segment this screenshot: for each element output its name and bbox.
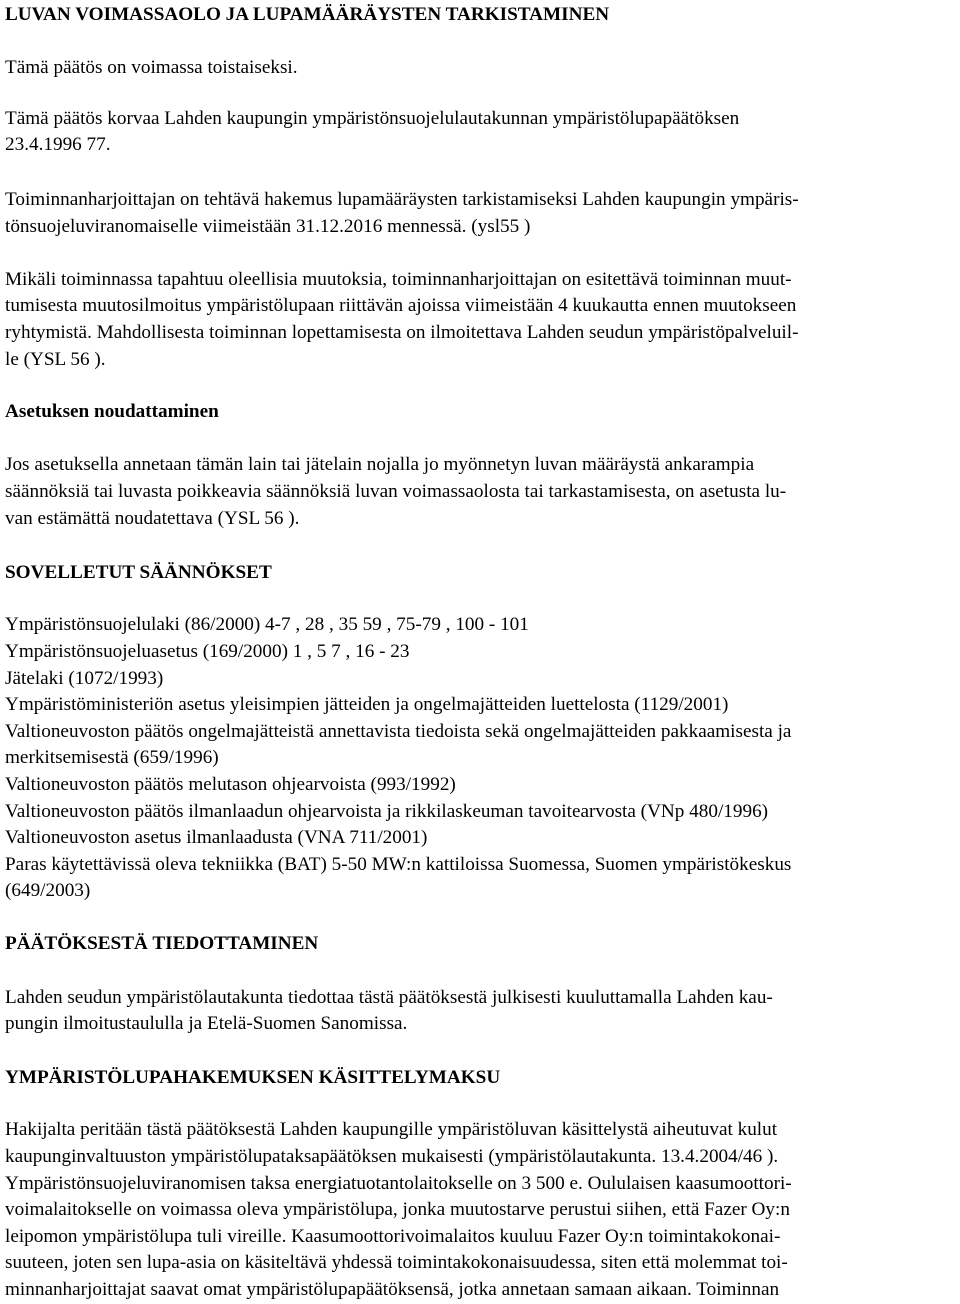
regulation-line: Ympäristönsuojeluasetus (169/2000) 1 , 5 7 , 16 - 23: [5, 641, 410, 662]
paragraph-line: Jos asetuksella annetaan tämän lain tai jätelain nojalla jo myönnetyn luvan määräystä ankarampia: [5, 454, 755, 475]
paragraph-line: Lahden seudun ympäristölautakunta tiedottaa tästä päätöksestä julkisesti kuuluttamalla Lahden kau-: [5, 987, 773, 1008]
paragraph-line: suuteen, joten sen lupa-asia on käsiteltävä yhdessä toimintakokonaisuudessa, siten että molemmat toi-: [5, 1252, 788, 1273]
paragraph-line: 23.4.1996 77.: [5, 134, 111, 155]
paragraph-line: pungin ilmoitustaululla ja Etelä-Suomen Sanomissa.: [5, 1013, 408, 1034]
paragraph-line: voimalaitokselle on voimassa oleva ympäristölupa, jonka muutostarve perustui siihen, että Fazer Oy:n: [5, 1199, 790, 1220]
paragraph-line: leipomon ympäristölupa tuli vireille. Kaasumoottorivoimalaitos kuuluu Fazer Oy:n toimintakokonai-: [5, 1226, 781, 1247]
regulation-line: Valtioneuvoston päätös melutason ohjearvoista (993/1992): [5, 774, 456, 795]
paragraph-line: säännöksiä tai luvasta poikkeavia säännöksiä luvan voimassaolosta tai tarkastamisesta, on asetusta lu-: [5, 481, 787, 502]
paragraph-line: van estämättä noudatettava (YSL 56 ).: [5, 508, 300, 529]
paragraph-line: le (YSL 56 ).: [5, 349, 106, 370]
section-heading-fee: YMPÄRISTÖLUPAHAKEMUKSEN KÄSITTELYMAKSU: [5, 1067, 501, 1088]
paragraph-line: ryhtymistä. Mahdollisesta toiminnan lopettamisesta on ilmoitettava Lahden seudun ympäristöpalveluil-: [5, 322, 799, 343]
paragraph-line: kaupunginvaltuuston ympäristölupataksapäätöksen mukaisesti (ympäristölautakunta. 13.4.2004/46 ).: [5, 1146, 779, 1167]
paragraph-line: minnanharjoittajat saavat omat ympäristölupapäätöksensä, jotka annetaan samaan aikaan. Toiminnan: [5, 1279, 780, 1300]
paragraph-line: tumisesta muutosilmoitus ympäristölupaan riittävän ajoissa viimeistään 4 kuukautta ennen muutokseen: [5, 295, 797, 316]
section-heading-regulations: SOVELLETUT SÄÄNNÖKSET: [5, 562, 272, 583]
regulation-line: Ympäristönsuojelulaki (86/2000) 4-7 , 28 , 35 59 , 75-79 , 100 - 101: [5, 614, 529, 635]
paragraph-line: Tämä päätös on voimassa toistaiseksi.: [5, 57, 298, 78]
regulation-line: Ympäristöministeriön asetus yleisimpien jätteiden ja ongelmajätteiden luettelosta (1129/2001): [5, 694, 729, 715]
paragraph-line: Toiminnanharjoittajan on tehtävä hakemus lupamääräysten tarkistamiseksi Lahden kaupungin ympäris-: [5, 189, 799, 210]
paragraph-line: tönsuojeluviranomaiselle viimeistään 31.12.2016 mennessä. (ysl55 ): [5, 216, 531, 237]
regulation-line: Valtioneuvoston asetus ilmanlaadusta (VNA 711/2001): [5, 827, 428, 848]
section-heading-compliance: Asetuksen noudattaminen: [5, 401, 219, 422]
regulation-line: Valtioneuvoston päätös ilmanlaadun ohjearvoista ja rikkilaskeuman tavoitearvosta (VNp 480/1996): [5, 801, 769, 822]
section-heading-validity: LUVAN VOIMASSAOLO JA LUPAMÄÄRÄYSTEN TARKISTAMINEN: [5, 4, 610, 25]
regulation-line: Valtioneuvoston päätös ongelmajätteistä annettavista tiedoista sekä ongelmajätteiden pakkaamisesta ja: [5, 721, 792, 742]
regulation-line: Paras käytettävissä oleva tekniikka (BAT) 5-50 MW:n kattiloissa Suomessa, Suomen ympäristökeskus: [5, 854, 792, 875]
paragraph-line: Hakijalta peritään tästä päätöksestä Lahden kaupungille ympäristöluvan käsittelystä aiheutuvat kulut: [5, 1119, 778, 1140]
paragraph-line: Mikäli toiminnassa tapahtuu oleellisia muutoksia, toiminnanharjoittajan on esitettävä toiminnan muut-: [5, 269, 792, 290]
paragraph-line: Tämä päätös korvaa Lahden kaupungin ympäristönsuojelulautakunnan ympäristölupapäätöksen: [5, 108, 740, 129]
regulation-line: merkitsemisestä (659/1996): [5, 747, 219, 768]
section-heading-notification: PÄÄTÖKSESTÄ TIEDOTTAMINEN: [5, 933, 319, 954]
regulation-line: Jätelaki (1072/1993): [5, 668, 164, 689]
paragraph-line: Ympäristönsuojeluviranomisen taksa energiatuotantolaitokselle on 3 500 e. Oululaisen kaasumoottori-: [5, 1173, 792, 1194]
regulation-line: (649/2003): [5, 880, 91, 901]
